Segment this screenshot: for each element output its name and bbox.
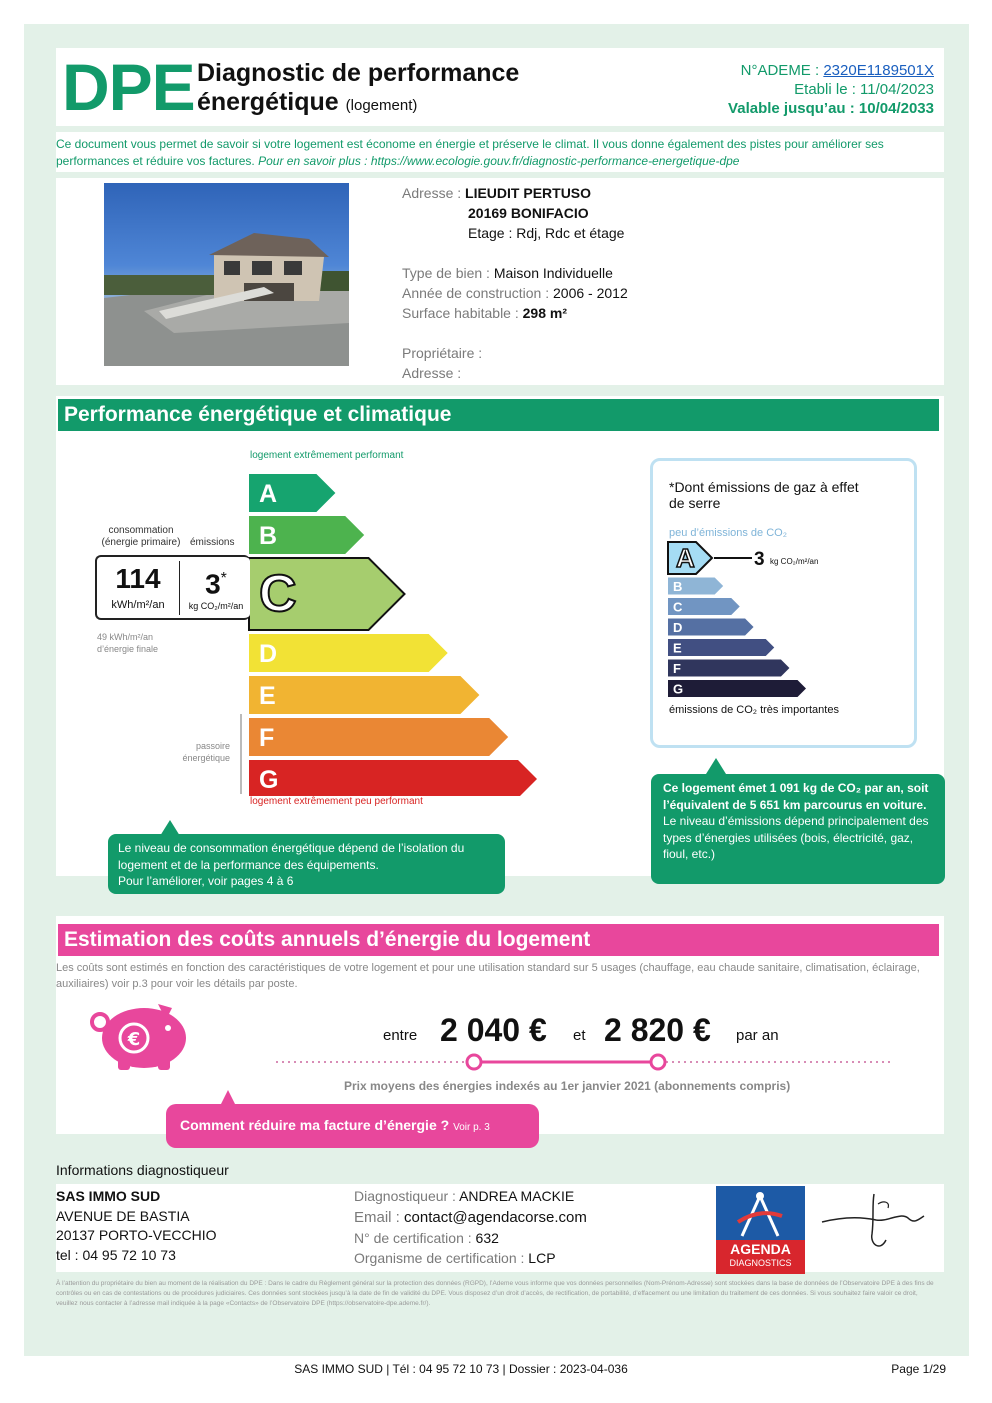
document-title-line2: énergétique (logement) [197, 88, 418, 116]
energy-class-d [249, 634, 448, 672]
agenda-diagnostics-logo: AGENDA DIAGNOSTICS [716, 1186, 805, 1274]
energy-class-c [249, 558, 405, 630]
emissions-unit: kg CO₂/m²/an [188, 601, 244, 611]
svg-text:B: B [673, 579, 683, 594]
passoire-bracket [240, 714, 242, 794]
company-name: SAS IMMO SUD [56, 1188, 161, 1204]
cost-range-line [272, 1050, 896, 1074]
cost-high-value: 2 820 € [604, 1012, 711, 1048]
energy-class-e [249, 676, 479, 714]
co2-unit: kg CO₂/m²/an [770, 557, 819, 566]
ademe-number-link[interactable]: 2320E1189501X [823, 62, 934, 79]
footer-info: SAS IMMO SUD | Tél : 04 95 72 10 73 | Dossier : 2023-04-036 [294, 1362, 628, 1376]
bubble-pointer [160, 820, 180, 836]
cost-between-label: entre [383, 1027, 418, 1044]
energy-scale [245, 466, 545, 796]
certification-org: Organisme de certification : LCP [354, 1250, 556, 1266]
costs-description: Les coûts sont estimés en fonction des caractéristiques de votre logement et pour une utilisation standard sur 5 usages (chauffage, eau chaude sanitaire, climatisation, éclairage, auxiliaires) voir p.3 pour voir les détails par poste. [56, 962, 920, 990]
svg-text:G: G [673, 681, 684, 697]
company-tel: tel : 04 95 72 10 73 [56, 1247, 176, 1263]
consumption-header: consommation (énergie primaire) [101, 525, 181, 548]
cost-low-value: 2 040 € [440, 1012, 547, 1048]
cta-pointer [220, 1090, 236, 1106]
top-performance-label: logement extrêmement performant [250, 450, 404, 461]
co2-class-e [668, 639, 774, 656]
valid-until-date: Valable jusqu’au : 10/04/2033 [728, 100, 934, 117]
co2-bubble-pointer [706, 758, 726, 774]
emissions-header: émissions [190, 537, 235, 548]
energy-class-g [249, 760, 537, 796]
co2-class-f [668, 660, 789, 677]
bottom-performance-label: logement extrêmement peu performant [250, 796, 423, 807]
company-street: AVENUE DE BASTIA [56, 1208, 190, 1224]
co2-class-c [668, 598, 740, 615]
property-address: Adresse : LIEUDIT PERTUSO [402, 185, 592, 201]
certification-number: N° de certification : 632 [354, 1230, 499, 1246]
consumption-emissions-box [95, 555, 250, 620]
diagnostician-heading: Informations diagnostiqueur [56, 1162, 229, 1178]
property-surface: Surface habitable : 298 m² [402, 305, 567, 321]
emissions-value: 3* [205, 568, 227, 600]
dpe-logo: DPE [62, 50, 195, 124]
svg-text:G: G [259, 766, 279, 794]
svg-text:A: A [259, 480, 278, 508]
intro-text: Ce document vous permet de savoir si votre logement est économe en énergie et préserve le climat. Il vous donne également des pistes pour améliorer ses performances et réduire vos factures. Pour en savoir plus : https://www.ecologie.gouv.fr/diagnostic-performance-energetique-dpe [56, 137, 884, 168]
consumption-info-bubble: Le niveau de consommation énergétique dépend de l’isolation du logement et de la performance des équipements. Pour l’améliorer, voir pages 4 à 6 [108, 834, 505, 894]
property-photo [104, 183, 349, 366]
owner-label: Propriétaire : [402, 345, 483, 361]
energy-class-f [249, 718, 508, 756]
costs-title: Estimation des coûts annuels d’énergie du logement [58, 924, 939, 956]
prices-note: Prix moyens des énergies indexés au 1er janvier 2021 (abonnements compris) [344, 1079, 791, 1093]
co2-class-b [668, 578, 723, 595]
property-type: Type de bien : Maison Individuelle [402, 265, 613, 281]
svg-text:D: D [259, 640, 278, 668]
property-address-line2: 20169 BONIFACIO [468, 205, 589, 221]
co2-class-d [668, 619, 754, 636]
svg-text:F: F [259, 724, 275, 752]
svg-text:E: E [259, 682, 276, 710]
diagnostician-name: Diagnostiqueur : ANDREA MACKIE [354, 1188, 575, 1204]
co2-info-bubble: Ce logement émet 1 091 kg de CO₂ par an, soit l’équivalent de 5 651 km parcourus en voiture. Le niveau d’émissions dépend principalement des types d’énergies utilisées (bois, électricité, gaz, fioul, etc.) [651, 774, 945, 884]
passoire-label: passoire énergétique [182, 741, 230, 763]
co2-bottom-label: émissions de CO₂ très importantes [669, 704, 839, 716]
box-divider [179, 561, 180, 615]
final-energy-note: 49 kWh/m²/an d’énergie finale [97, 632, 159, 654]
property-floor: Etage : Rdj, Rdc et étage [468, 225, 625, 241]
co2-scale [666, 540, 906, 702]
reduce-bill-button[interactable]: Comment réduire ma facture d’énergie ? Voir p. 3 [166, 1104, 539, 1148]
cost-per-year-label: par an [736, 1027, 779, 1044]
page-number: Page 1/29 [891, 1362, 946, 1376]
signature [818, 1190, 928, 1256]
co2-class-a [668, 542, 712, 574]
energy-class-b [249, 516, 364, 554]
svg-text:E: E [673, 640, 682, 656]
property-year: Année de construction : 2006 - 2012 [402, 285, 628, 301]
cost-and-label: et [573, 1027, 586, 1044]
ademe-number-line: N°ADEME : 2320E1189501X [740, 62, 934, 79]
legal-notice: À l’attention du propriétaire du bien au moment de la réalisation du DPE : Dans le cadre du Règlement général sur la protection des données (RGPD), l’Ademe vous informe que vos données personnelles (Nom-Prénom-Adresse) sont stockées dans la base de données de l’Observatoire DPE à des fins de contrôles ou en cas de contestations ou de procédures judiciaires. Ces données sont stockées jusqu’à la date de fin de validité du DPE. Vous disposez d’un droit d’accès, de rectification, de portabilité, d’effacement ou une limitation du traitement de ces données. Si vous souhaitez faire valoir ce droit, veuillez nous contacter à l’adresse mail indiquée à la page «Contacts» de l’Observatoire DPE (https://observatoire-dpe.ademe.fr/). [56, 1280, 934, 1307]
company-city: 20137 PORTO-VECCHIO [56, 1227, 217, 1243]
piggy-bank-icon [88, 1000, 192, 1072]
svg-text:D: D [673, 620, 683, 635]
owner-address-label: Adresse : [402, 365, 462, 381]
co2-class-g [668, 680, 806, 697]
co2-top-label: peu d’émissions de CO₂ [669, 527, 787, 539]
co2-value: 3 [754, 549, 765, 570]
svg-text:F: F [673, 661, 681, 676]
svg-text:A: A [676, 543, 695, 573]
svg-text:C: C [673, 599, 683, 615]
co2-note: *Dont émissions de gaz à effet de serre [669, 479, 859, 511]
more-info-link[interactable]: Pour en savoir plus : https://www.ecologie.gouv.fr/diagnostic-performance-energetique-dpe [258, 154, 740, 168]
consumption-value: 114 [115, 563, 161, 594]
diagnostician-email: Email : contact@agendacorse.com [354, 1209, 587, 1226]
established-date: Etabli le : 11/04/2023 [794, 81, 934, 98]
energy-class-a [249, 474, 335, 512]
svg-text:C: C [259, 565, 297, 623]
title-suffix: (logement) [345, 97, 418, 114]
performance-title: Performance énergétique et climatique [58, 399, 939, 431]
svg-text:B: B [259, 522, 278, 550]
consumption-unit: kWh/m²/an [111, 599, 165, 611]
email-link[interactable]: contact@agendacorse.com [404, 1209, 587, 1226]
svg-text:€: € [127, 1029, 141, 1050]
document-title: Diagnostic de performance [197, 59, 520, 87]
